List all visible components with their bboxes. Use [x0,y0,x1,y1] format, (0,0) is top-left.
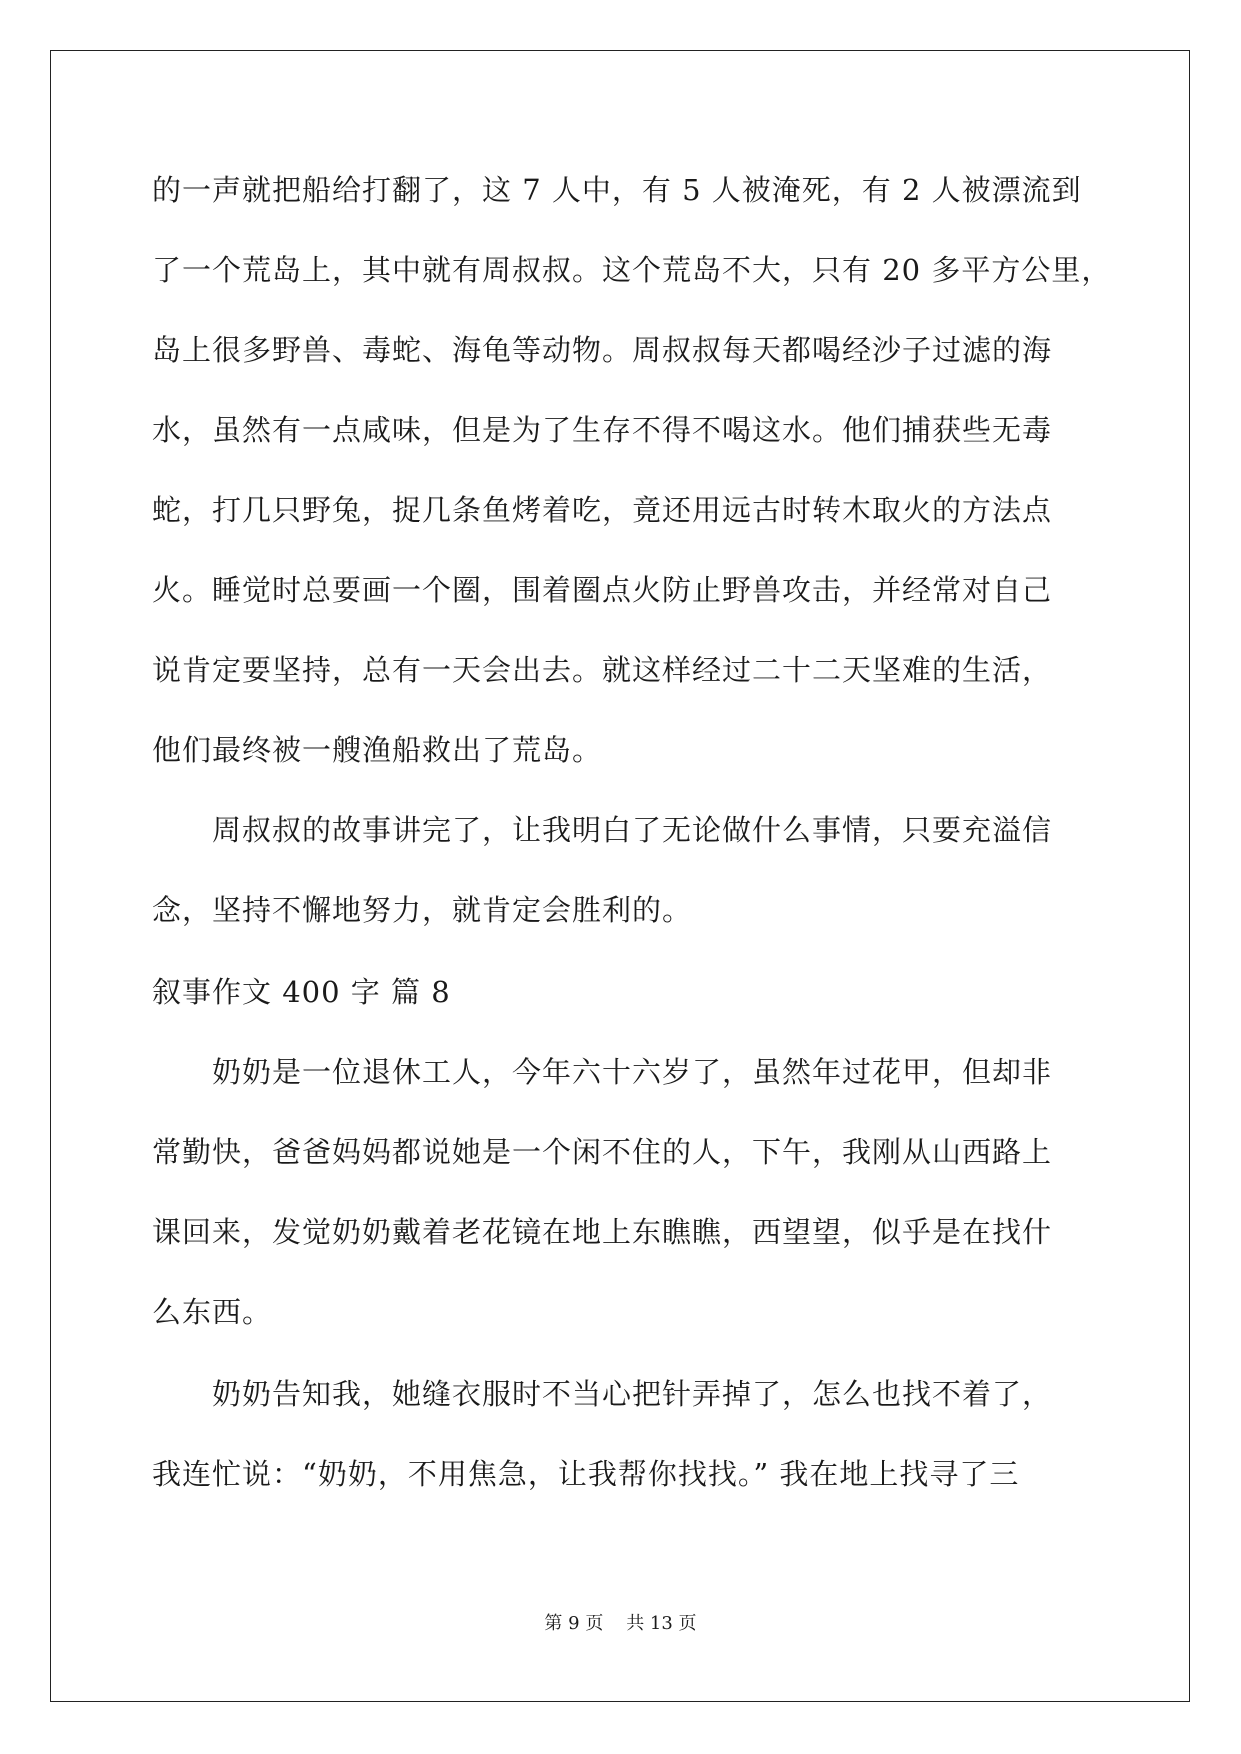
body-text-line: 么东西。 [152,1295,273,1329]
paragraph-first-line: 奶奶告知我，她缝衣服时不当心把针弄掉了，怎么也找不着了， [212,1377,1053,1411]
body-text-line: 常勤快，爸爸妈妈都说她是一个闲不住的人，下午，我刚从山西路上 [152,1135,1053,1169]
section-heading: 叙事作文 400 字 篇 8 [152,975,451,1009]
body-text-line: 念，坚持不懈地努力，就肯定会胜利的。 [152,893,693,927]
body-text-line: 我连忙说：“奶奶，不用焦急，让我帮你找找。” 我在地上找寻了三 [152,1457,1020,1491]
paragraph-first-line: 奶奶是一位退休工人，今年六十六岁了，虽然年过花甲，但却非 [212,1055,1053,1089]
body-text-line: 的一声就把船给打翻了，这 7 人中，有 5 人被淹死，有 2 人被漂流到 [152,173,1082,207]
body-text-line: 说肯定要坚持，总有一天会出去。就这样经过二十二天坚难的生活， [152,653,1053,687]
page-number-footer: 第 9 页 共 13 页 [544,1613,697,1634]
body-text-line: 岛上很多野兽、毒蛇、海龟等动物。周叔叔每天都喝经沙子过滤的海 [152,333,1053,367]
body-text-line: 蛇，打几只野兔，捉几条鱼烤着吃，竟还用远古时转木取火的方法点 [152,493,1053,527]
body-text-line: 水，虽然有一点咸味，但是为了生存不得不喝这水。他们捕获些无毒 [152,413,1053,447]
page-border [50,50,1190,1702]
body-text-line: 他们最终被一艘渔船救出了荒岛。 [152,733,603,767]
body-text-line: 火。睡觉时总要画一个圈，围着圈点火防止野兽攻击，并经常对自己 [152,573,1053,607]
body-text-line: 课回来，发觉奶奶戴着老花镜在地上东瞧瞧，西望望，似乎是在找什 [152,1215,1053,1249]
paragraph-first-line: 周叔叔的故事讲完了，让我明白了无论做什么事情，只要充溢信 [212,813,1053,847]
body-text-line: 了一个荒岛上，其中就有周叔叔。这个荒岛不大，只有 20 多平方公里， [152,253,1112,287]
